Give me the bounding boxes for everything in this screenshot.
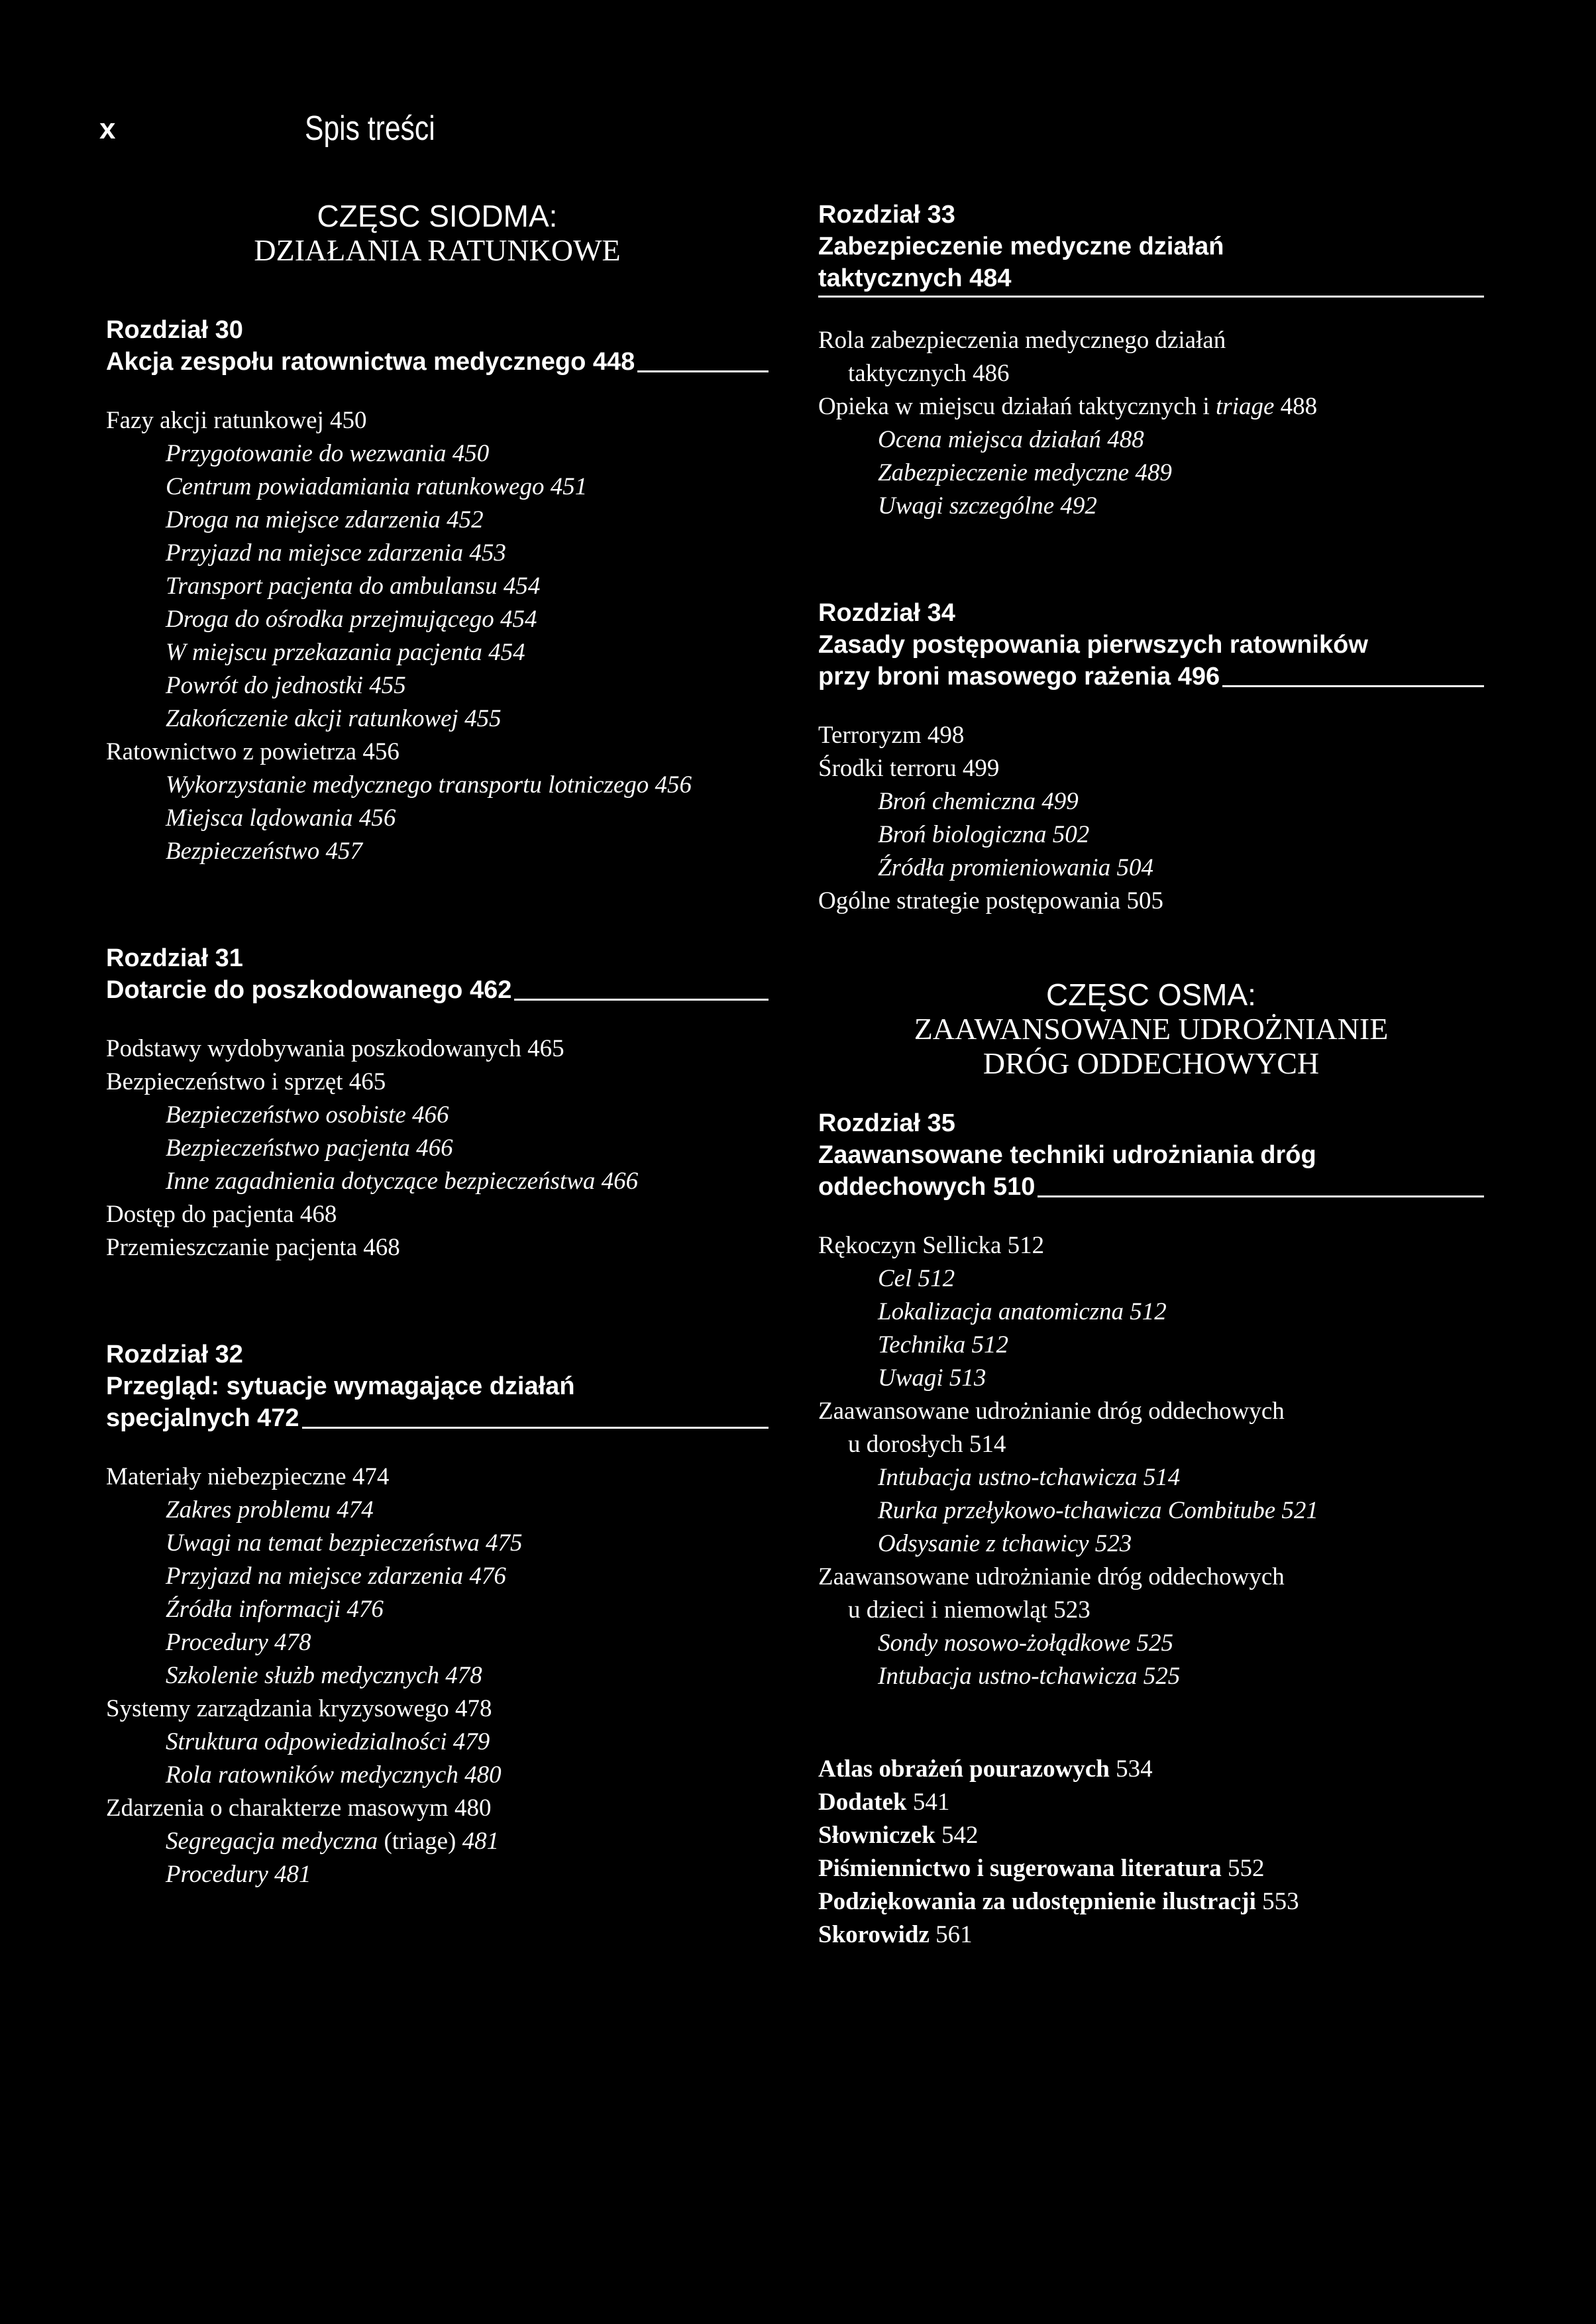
toc-entry[interactable]: Wykorzystanie medycznego transportu lotniczego 456 xyxy=(166,771,692,799)
toc-entry[interactable]: Fazy akcji ratunkowej 450 xyxy=(106,407,367,434)
toc-entry[interactable]: Broń chemiczna 499 xyxy=(878,788,1079,815)
toc-entry[interactable]: Uwagi 513 xyxy=(878,1364,986,1392)
chapter-title-line1[interactable]: Zaawansowane techniki udrożniania dróg xyxy=(818,1141,1316,1169)
part-heading xyxy=(818,977,1484,1081)
toc-entry[interactable]: Miejsca lądowania 456 xyxy=(166,804,396,832)
toc-entry[interactable]: Lokalizacja anatomiczna 512 xyxy=(878,1298,1167,1325)
toc-entry[interactable]: Ratownictwo z powietrza 456 xyxy=(106,738,399,765)
toc-entry-continued[interactable]: u dzieci i niemowląt 523 xyxy=(848,1596,1091,1624)
backmatter-item[interactable] xyxy=(818,1852,1484,1885)
chapter-title-line1[interactable]: Przegląd: sytuacje wymagające działań xyxy=(106,1372,575,1400)
toc-entry[interactable]: Droga na miejsce zdarzenia 452 xyxy=(166,506,484,533)
chapter-number: Rozdział 34 xyxy=(818,599,955,627)
chapter-entries xyxy=(818,324,1484,523)
toc-entry[interactable] xyxy=(106,1825,769,1858)
chapter-30 xyxy=(106,314,769,868)
chapter-31 xyxy=(106,942,769,1264)
toc-entry[interactable]: Cel 512 xyxy=(878,1265,955,1292)
backmatter-title: Słowniczek xyxy=(818,1822,935,1849)
toc-entry[interactable]: Sondy nosowo-żołądkowe 525 xyxy=(878,1630,1174,1657)
left-column xyxy=(106,199,769,1965)
chapter-rule xyxy=(514,999,769,1001)
backmatter-title: Dodatek xyxy=(818,1789,907,1816)
chapter-title-line1[interactable]: Zasady postępowania pierwszych ratowników xyxy=(818,631,1368,659)
chapter-entries xyxy=(106,1461,769,1891)
backmatter-page: 534 xyxy=(1116,1755,1153,1783)
chapter-number: Rozdział 35 xyxy=(818,1109,955,1137)
chapter-page: 496 xyxy=(1177,663,1220,691)
toc-entry[interactable]: Materiały niebezpieczne 474 xyxy=(106,1463,390,1490)
chapter-page: 484 xyxy=(969,264,1012,292)
toc-entry[interactable]: Szkolenie służb medycznych 478 xyxy=(166,1662,482,1689)
chapter-title-line2[interactable] xyxy=(818,262,1484,294)
chapter-title-line2[interactable] xyxy=(818,1171,1484,1203)
toc-entry[interactable] xyxy=(818,390,1484,423)
chapter-33 xyxy=(818,199,1484,523)
backmatter-title: Piśmiennictwo i sugerowana literatura xyxy=(818,1855,1222,1882)
toc-entry[interactable]: Źródła promieniowania 504 xyxy=(878,854,1153,881)
toc-entry[interactable]: Odsysanie z tchawicy 523 xyxy=(878,1530,1132,1557)
toc-entry[interactable]: Podstawy wydobywania poszkodowanych 465 xyxy=(106,1035,564,1062)
backmatter-title: Skorowidz xyxy=(818,1921,930,1948)
toc-entry[interactable]: Struktura odpowiedzialności 479 xyxy=(166,1728,490,1755)
part-title-line1: ZAAWANSOWANE UDROŻNIANIE xyxy=(914,1012,1389,1046)
toc-entry[interactable]: Bezpieczeństwo i sprzęt 465 xyxy=(106,1068,386,1095)
entry-term: (triage) xyxy=(384,1828,456,1855)
chapter-rule xyxy=(302,1427,769,1429)
toc-entry-continued[interactable]: taktycznych 486 xyxy=(848,360,1010,387)
chapter-title-text: oddechowych xyxy=(818,1173,986,1201)
toc-entry[interactable]: Powrót do jednostki 455 xyxy=(166,672,406,699)
toc-entry[interactable]: Zaawansowane udrożnianie dróg oddechowych xyxy=(818,1398,1285,1425)
entry-page: 481 xyxy=(462,1828,500,1855)
toc-entry[interactable]: Zakończenie akcji ratunkowej 455 xyxy=(166,705,502,732)
toc-entry[interactable]: W miejscu przekazania pacjenta 454 xyxy=(166,639,525,666)
part-label: CZĘSC SIODMA: xyxy=(317,199,558,233)
chapter-34 xyxy=(818,597,1484,918)
chapter-page: 462 xyxy=(469,976,512,1004)
toc-entry[interactable]: Rola ratowników medycznych 480 xyxy=(166,1761,502,1789)
chapter-35 xyxy=(818,1107,1484,1693)
backmatter-item[interactable] xyxy=(818,1885,1484,1918)
page-number: x xyxy=(99,113,116,145)
chapter-title[interactable] xyxy=(106,346,769,378)
toc-entry[interactable]: Systemy zarządzania kryzysowego 478 xyxy=(106,1695,492,1722)
backmatter-page: 552 xyxy=(1227,1855,1265,1882)
chapter-title-text: Akcja zespołu ratownictwa medycznego xyxy=(106,348,586,376)
backmatter-page: 553 xyxy=(1262,1888,1299,1915)
backmatter-item[interactable] xyxy=(818,1786,1484,1819)
toc-entry[interactable]: Droga do ośrodka przejmującego 454 xyxy=(166,606,537,633)
chapter-title-text: specjalnych xyxy=(106,1404,250,1432)
chapter-number: Rozdział 31 xyxy=(106,944,243,972)
chapter-number: Rozdział 30 xyxy=(106,316,243,344)
toc-entry[interactable]: Przyjazd na miejsce zdarzenia 453 xyxy=(166,539,506,567)
toc-entry[interactable]: Procedury 478 xyxy=(166,1629,311,1656)
chapter-32 xyxy=(106,1339,769,1891)
chapter-title-line2[interactable] xyxy=(818,661,1484,692)
toc-entry[interactable]: Przygotowanie do wezwania 450 xyxy=(166,440,490,467)
toc-entry[interactable]: Procedury 481 xyxy=(166,1861,311,1888)
toc-entry[interactable]: Rola zabezpieczenia medycznego działań xyxy=(818,327,1226,354)
chapter-entries xyxy=(106,1032,769,1264)
chapter-rule xyxy=(1037,1195,1484,1197)
chapter-entries xyxy=(818,719,1484,918)
backmatter-page: 561 xyxy=(935,1921,973,1948)
toc-entry[interactable]: Dostęp do pacjenta 468 xyxy=(106,1201,337,1228)
backmatter-page: 542 xyxy=(941,1822,979,1849)
backmatter-title: Podziękowania za udostępnienie ilustracji xyxy=(818,1888,1256,1915)
toc-entry[interactable]: Przemieszczanie pacjenta 468 xyxy=(106,1234,400,1261)
chapter-title-text: taktycznych xyxy=(818,264,963,292)
chapter-rule xyxy=(637,370,769,372)
toc-entry[interactable]: Intubacja ustno-tchawicza 514 xyxy=(878,1464,1181,1491)
backmatter-list xyxy=(818,1753,1484,1952)
chapter-title-line2[interactable] xyxy=(106,1402,769,1434)
toc-entry[interactable]: Broń biologiczna 502 xyxy=(878,821,1090,848)
chapter-entries xyxy=(106,404,769,868)
toc-entry[interactable]: Bezpieczeństwo pacjenta 466 xyxy=(166,1134,453,1162)
chapter-title-line1[interactable]: Zabezpieczenie medyczne działań xyxy=(818,233,1224,260)
toc-entry[interactable]: Technika 512 xyxy=(878,1331,1008,1358)
toc-entry[interactable]: Intubacja ustno-tchawicza 525 xyxy=(878,1663,1181,1690)
toc-entry[interactable]: Transport pacjenta do ambulansu 454 xyxy=(166,573,541,600)
chapter-number: Rozdział 33 xyxy=(818,201,955,229)
chapter-rule xyxy=(818,296,1484,298)
toc-entry[interactable]: Inne zagadnienia dotyczące bezpieczeństwa 466 xyxy=(166,1168,639,1195)
entry-term: triage xyxy=(1216,393,1275,420)
toc-entry[interactable]: Centrum powiadamiania ratunkowego 451 xyxy=(166,473,588,500)
chapter-entries xyxy=(818,1229,1484,1693)
toc-entry[interactable]: Zdarzenia o charakterze masowym 480 xyxy=(106,1795,492,1822)
entry-text: Segregacja medyczna xyxy=(166,1828,378,1855)
running-title: Spis treści xyxy=(305,109,435,148)
toc-entry[interactable]: Zaawansowane udrożnianie dróg oddechowych xyxy=(818,1563,1285,1590)
chapter-page: 448 xyxy=(592,348,635,376)
chapter-title-text: Dotarcie do poszkodowanego xyxy=(106,976,463,1004)
part-title-line2: DRÓG ODDECHOWYCH xyxy=(983,1046,1320,1080)
entry-text: Opieka w miejscu działań taktycznych i xyxy=(818,393,1210,420)
toc-entry-continued[interactable]: u dorosłych 514 xyxy=(848,1431,1006,1458)
part-label: CZĘSC OSMA: xyxy=(1046,977,1256,1012)
toc-entry[interactable]: Źródła informacji 476 xyxy=(166,1596,384,1623)
toc-entry[interactable]: Rękoczyn Sellicka 512 xyxy=(818,1232,1045,1259)
toc-entry[interactable]: Zabezpieczenie medyczne 489 xyxy=(878,459,1172,486)
toc-entry[interactable]: Uwagi na temat bezpieczeństwa 475 xyxy=(166,1529,523,1557)
toc-entry[interactable]: Ocena miejsca działań 488 xyxy=(878,426,1144,453)
toc-entry[interactable]: Rurka przełykowo-tchawicza Combitube 521 xyxy=(878,1497,1318,1524)
toc-entry[interactable]: Uwagi szczególne 492 xyxy=(878,492,1097,520)
backmatter-page: 541 xyxy=(912,1789,950,1816)
toc-entry[interactable]: Terroryzm 498 xyxy=(818,722,965,749)
toc-entry[interactable]: Środki terroru 499 xyxy=(818,755,1000,782)
backmatter-title: Atlas obrażeń pourazowych xyxy=(818,1755,1110,1783)
toc-entry[interactable]: Zakres problemu 474 xyxy=(166,1496,374,1523)
backmatter-item[interactable] xyxy=(818,1819,1484,1852)
chapter-number: Rozdział 32 xyxy=(106,1341,243,1368)
toc-entry[interactable]: Bezpieczeństwo osobiste 466 xyxy=(166,1101,449,1129)
toc-entry[interactable]: Bezpieczeństwo 457 xyxy=(166,838,362,865)
chapter-title[interactable] xyxy=(106,974,769,1006)
chapter-title-text: przy broni masowego rażenia xyxy=(818,663,1171,691)
entry-page: 488 xyxy=(1280,393,1318,420)
toc-entry[interactable]: Przyjazd na miejsce zdarzenia 476 xyxy=(166,1563,506,1590)
backmatter-item[interactable] xyxy=(818,1753,1484,1786)
part-heading xyxy=(106,199,769,268)
backmatter-item[interactable] xyxy=(818,1918,1484,1952)
chapter-page: 510 xyxy=(992,1173,1036,1201)
part-title: DZIAŁANIA RATUNKOWE xyxy=(254,233,621,267)
right-column xyxy=(818,199,1484,1952)
toc-entry[interactable]: Ogólne strategie postępowania 505 xyxy=(818,887,1163,914)
chapter-page: 472 xyxy=(257,1404,299,1432)
chapter-rule xyxy=(1222,685,1484,687)
